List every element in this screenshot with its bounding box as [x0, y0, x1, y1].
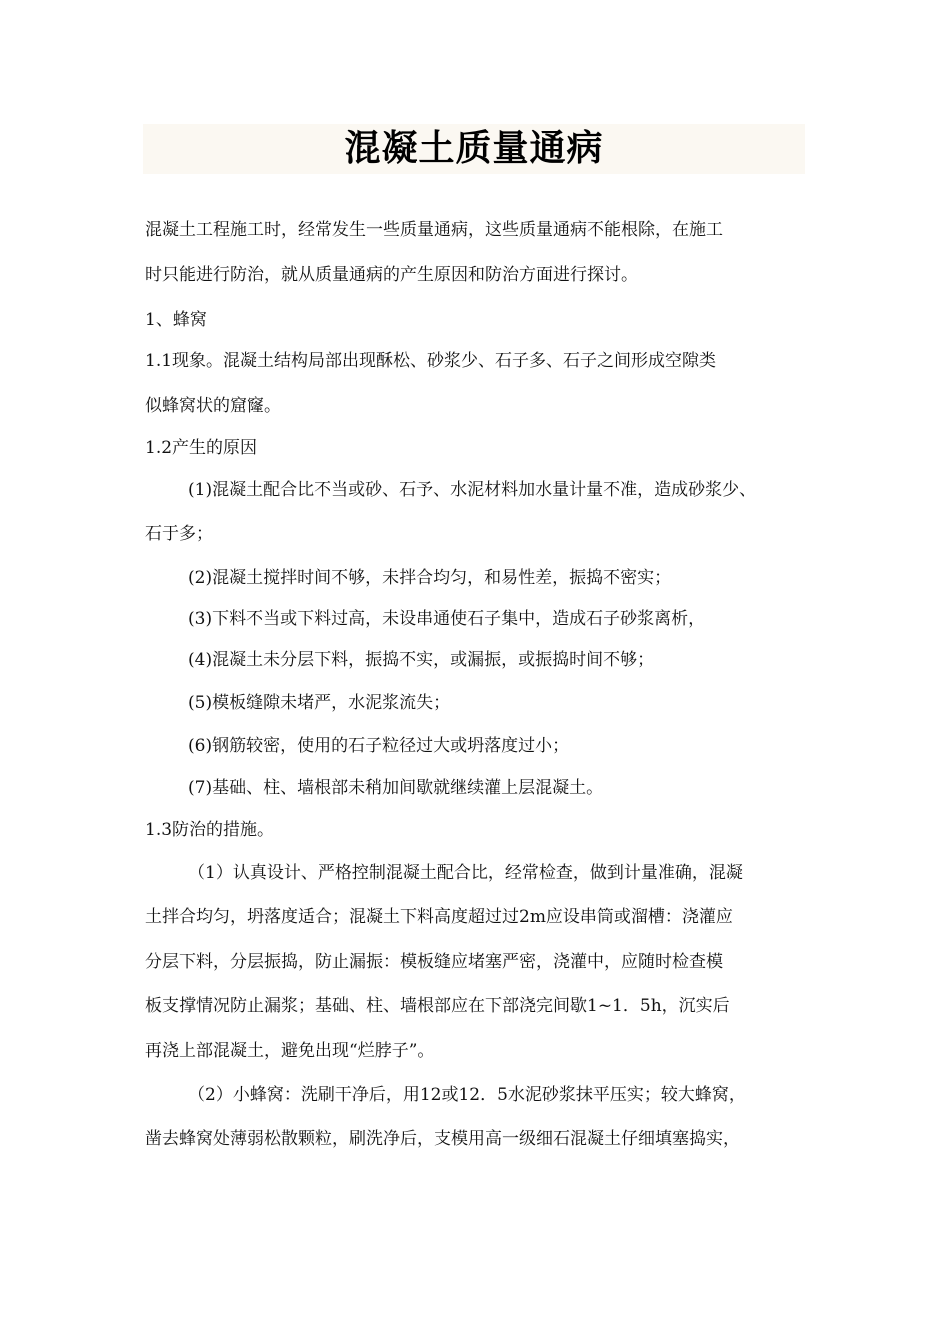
cause-item-4: (4)混凝土未分层下料，振捣不实，或漏振，或振捣时间不够；: [188, 650, 655, 670]
cause-item-3: (3)下料不当或下料过高，未设串通使石子集中，造成石子砂浆离析，: [188, 609, 706, 629]
cause-item-5: (5)模板缝隙未堵严，水泥浆流失；: [188, 693, 451, 713]
cause-item-1: (1)混凝土配合比不当或砂、石予、水泥材料加水量计量不准，造成砂浆少、: [188, 480, 757, 500]
measure-1-line-5: 再浇上部混凝土，避免出现“烂脖子”。: [145, 1041, 435, 1061]
measure-1-line-4: 板支撑情况防止漏浆；基础、柱、墙根部应在下部浇完间歇1~1．5h，沉实后: [145, 996, 730, 1016]
intro-line-1: 混凝土工程施工时，经常发生一些质量通病，这些质量通病不能根除，在施工: [145, 220, 723, 240]
subheading-measures: 1.3防治的措施。: [145, 820, 275, 840]
document-title: 混凝土质量通病: [344, 128, 604, 169]
measure-2-line-2: 凿去蜂窝处薄弱松散颗粒，刷洗净后，支模用高一级细石混凝土仔细填塞捣实，: [145, 1129, 740, 1149]
intro-line-2: 时只能进行防治，就从质量通病的产生原因和防治方面进行探讨。: [145, 265, 638, 285]
cause-item-1-cont: 石于多；: [145, 524, 213, 544]
measure-1-line-1: （1）认真设计、严格控制混凝土配合比，经常检查，做到计量准确，混凝: [188, 863, 743, 883]
cause-item-6: (6)钢筋较密，使用的石子粒径过大或坍落度过小；: [188, 736, 570, 756]
section-heading-honeycomb: 1、蜂窝: [145, 310, 207, 330]
measure-2-line-1: （2）小蜂窝：洗刷干净后，用12或12．5水泥砂浆抹平压实；较大蜂窝，: [188, 1085, 746, 1105]
cause-item-2: (2)混凝土搅拌时间不够，未拌合均匀，和易性差，振捣不密实；: [188, 568, 672, 588]
phenomenon-line-1: 1.1现象。混凝土结构局部出现酥松、砂浆少、石子多、石子之间形成空隙类: [145, 351, 717, 371]
subheading-causes: 1.2产生的原因: [145, 438, 258, 458]
measure-1-line-3: 分层下料，分层振捣，防止漏振：模板缝应堵塞严密，浇灌中，应随时检查模: [145, 952, 723, 972]
cause-item-7: (7)基础、柱、墙根部未稍加间歇就继续灌上层混凝土。: [188, 778, 604, 798]
measure-1-line-2: 土拌合均匀，坍落度适合；混凝土下料高度超过过2m应设串筒或溜槽：浇灌应: [145, 907, 733, 927]
phenomenon-line-2: 似蜂窝状的窟窿。: [145, 396, 281, 416]
